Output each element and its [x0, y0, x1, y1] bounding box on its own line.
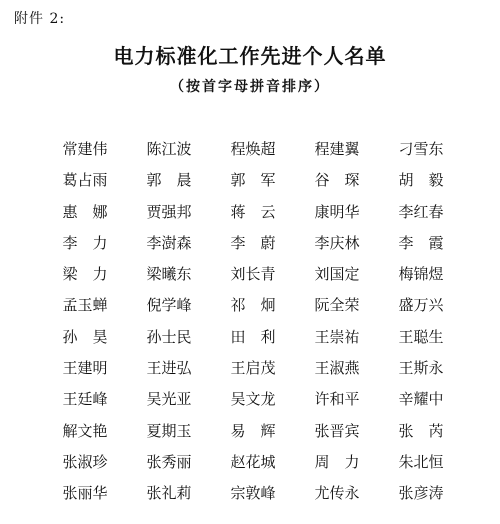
person-name: 辛耀中 — [398, 390, 444, 409]
person-name: 吴文龙 — [230, 390, 276, 409]
person-name: 郭 军 — [230, 171, 276, 190]
person-name: 梁 力 — [62, 265, 108, 284]
person-name: 张 芮 — [398, 421, 444, 440]
person-name: 孙 昊 — [62, 327, 108, 346]
person-name: 赵花城 — [230, 452, 276, 471]
person-name: 王淑燕 — [314, 359, 360, 378]
person-name: 田 利 — [230, 327, 276, 346]
person-name: 李澍森 — [146, 233, 192, 252]
person-name: 王进弘 — [146, 359, 192, 378]
person-name: 李 力 — [62, 233, 108, 252]
person-name: 梅锦煜 — [398, 265, 444, 284]
person-name: 张礼莉 — [146, 484, 192, 503]
document-subtitle: （按首字母拼音排序） — [170, 79, 330, 95]
person-name: 张淑珍 — [62, 452, 108, 471]
person-name: 李 霞 — [398, 233, 444, 252]
person-name: 王建明 — [62, 359, 108, 378]
person-name: 盛万兴 — [398, 296, 444, 315]
person-name: 王斯永 — [398, 359, 444, 378]
person-name: 郭 晨 — [146, 171, 192, 190]
attachment-label: 附件 2: — [14, 11, 66, 27]
person-name: 刘长青 — [230, 265, 276, 284]
person-name: 李 蔚 — [230, 233, 276, 252]
person-name: 梁曦东 — [146, 265, 192, 284]
person-name: 解文艳 — [62, 421, 108, 440]
person-name: 贾强邦 — [146, 202, 192, 221]
person-name: 惠 娜 — [62, 202, 108, 221]
person-name: 王聪生 — [398, 327, 444, 346]
person-name: 张晋宾 — [314, 421, 360, 440]
person-name: 陈江波 — [146, 140, 192, 158]
person-name: 康明华 — [314, 202, 360, 221]
person-name: 祁 炯 — [230, 296, 276, 315]
person-name: 刘国定 — [314, 265, 360, 284]
person-name: 张彦涛 — [398, 484, 444, 503]
person-name: 阮全荣 — [314, 296, 360, 315]
person-name: 胡 毅 — [398, 171, 444, 190]
person-name: 孟玉蝉 — [62, 296, 108, 315]
person-name: 程焕超 — [230, 140, 276, 158]
person-name: 王廷峰 — [62, 390, 108, 409]
person-name: 张秀丽 — [146, 452, 192, 471]
name-list — [44, 134, 462, 510]
person-name: 吴光亚 — [146, 390, 192, 409]
person-name: 王启茂 — [230, 359, 276, 378]
person-name: 李庆林 — [314, 233, 360, 252]
person-name: 刁雪东 — [398, 140, 444, 158]
person-name: 周 力 — [314, 452, 360, 471]
person-name: 张丽华 — [62, 484, 108, 503]
person-name: 常建伟 — [62, 140, 108, 158]
person-name: 李红春 — [398, 202, 444, 221]
person-name: 宗敦峰 — [230, 484, 276, 503]
person-name: 尤传永 — [314, 484, 360, 503]
person-name: 葛占雨 — [62, 171, 108, 190]
person-name: 夏期玉 — [146, 421, 192, 440]
person-name: 孙士民 — [146, 327, 192, 346]
person-name: 倪学峰 — [146, 296, 192, 315]
person-name: 王崇祐 — [314, 327, 360, 346]
person-name: 蒋 云 — [230, 202, 276, 221]
person-name: 易 辉 — [230, 421, 276, 440]
person-name: 朱北恒 — [398, 452, 444, 471]
document-title: 电力标准化工作先进个人名单 — [113, 44, 387, 68]
person-name: 程建翼 — [314, 140, 360, 158]
person-name: 谷 琛 — [314, 171, 360, 190]
person-name: 许和平 — [314, 390, 360, 409]
